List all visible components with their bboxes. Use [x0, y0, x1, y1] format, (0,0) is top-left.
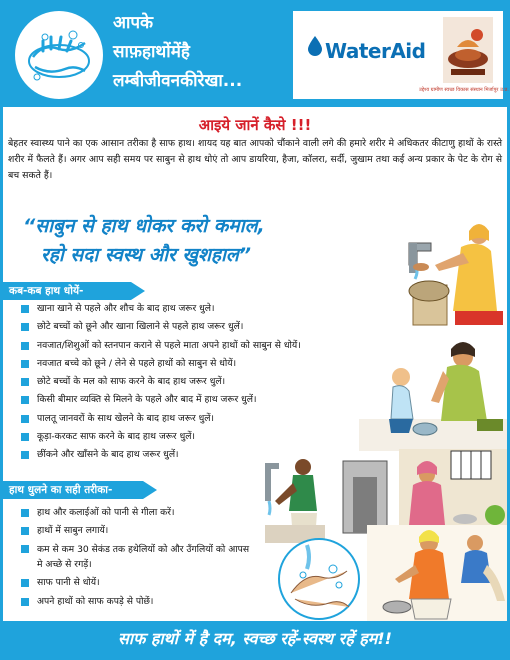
bullet-icon: [21, 451, 29, 459]
list-item: खाना खाने से पहले और शौच के बाद हाथ जरूर धुले।: [21, 300, 361, 318]
bullet-icon: [21, 545, 29, 553]
header-banner: [3, 3, 507, 107]
list-item: कम से कम 30 सेकंड तक हथेलियों को और उँगलियों को आपस मे अच्छे से रगड़ें।: [21, 540, 251, 574]
partner-logo-icon: [443, 17, 493, 87]
washing-method-header: हाथ धुलने का सही तरीका-: [3, 481, 143, 499]
bullet-icon: [21, 305, 29, 313]
man-washing-illustration: [367, 525, 507, 621]
list-item: नवजात/शिशुओं को स्तनपान कराने से पहले माता अपने हाथों को साबुन से धोयें।: [21, 337, 361, 355]
water-drop-icon: [307, 35, 323, 57]
logo-box: [293, 11, 509, 99]
woman-at-window-illustration: [399, 449, 507, 529]
slogan-line-1: “साबुन से हाथ धोकर करो कमाल,: [23, 215, 265, 237]
when-to-wash-list: [21, 300, 361, 465]
bullet-icon: [21, 342, 29, 350]
list-item: किसी बीमार व्यक्ति से मिलने के पहले और बाद में हाथ जरूर धुलें।: [21, 391, 361, 409]
bullet-icon: [21, 527, 29, 535]
headline-line-1: आपके: [113, 13, 154, 33]
list-item: हाथ और कलाईओं को पानी से गीला करें।: [21, 504, 251, 522]
bullet-icon: [21, 415, 29, 423]
bullet-icon: [21, 360, 29, 368]
list-item: साफ पानी से धोयें।: [21, 574, 251, 592]
mother-with-baby-illustration: [359, 333, 507, 451]
bullet-icon: [21, 323, 29, 331]
bullet-icon: [21, 579, 29, 587]
soapy-hands-illustration: [273, 535, 365, 621]
intro-paragraph: बेहतर स्वास्थ्य पाने का एक आसान तरीका है साफ हाथ। शायद यह बात आपको चौंकाने वाली लगे की हमारे शरीर मे अधिकतर कीटाणु हाथों के रास्ते शरीर में फैलते हैं। अगर आप सही समय पर साबुन से हाथ धोएं तो आप डायरिया, हैजा, कॉलरा, सर्दी, जुखाम तथा कई अन्य प्रकार के पेट के रोग से बच सकते हैं।: [8, 138, 502, 181]
list-item: हाथों में साबुन लगायें।: [21, 522, 251, 540]
bullet-icon: [21, 598, 29, 606]
bullet-icon: [21, 433, 29, 441]
bullet-icon: [21, 396, 29, 404]
partner-caption: उद्देश्य ग्रामीण स्वच्छ विकास संस्थान मिर्जापुर उ.प्र.: [419, 87, 509, 93]
list-item: छोटे बच्चों के मल को साफ करने के बाद हाथ जरूर धुलें।: [21, 373, 361, 391]
list-item: छींकने और खाँसने के बाद हाथ जरूर धुलें।: [21, 446, 361, 464]
list-item: अपने हाथों को साफ कपड़े से पोछें।: [21, 593, 251, 611]
headline-line-2: साफ़हाथोंमेंहै: [113, 42, 190, 62]
list-item: पालतू जानवरों के साथ खेलने के बाद हाथ जरूर धुलें।: [21, 410, 361, 428]
list-item: नवजात बच्चे को छूने / लेने से पहले हाथों को साबुन से धोयें।: [21, 355, 361, 373]
bullet-icon: [21, 509, 29, 517]
bullet-icon: [21, 378, 29, 386]
washing-hands-icon: [15, 11, 103, 99]
when-to-wash-header: कब-कब हाथ धोयें-: [3, 282, 131, 300]
footer-slogan: साफ हाथों में है दम, स्वच्छ रहें-स्वस्थ रहें हम!!: [3, 621, 507, 657]
slogan: [23, 212, 383, 270]
washing-method-list: [21, 504, 251, 611]
headline-line-3: लम्बीजीवनकीरेखा...: [113, 71, 243, 91]
slogan-line-2: रहो सदा स्वस्थ और खुशहाल”: [41, 244, 252, 266]
list-item: कूड़ा-करकट साफ करने के बाद हाथ जरूर धुलें।: [21, 428, 361, 446]
list-item: छोटे बच्चों को छूने और खाना खिलाने से पहले हाथ जरूर धुलें।: [21, 318, 361, 336]
subtitle: आइये जानें कैसे !!!: [198, 116, 312, 134]
woman-at-pump-illustration: [391, 213, 503, 331]
wateraid-logo-text: WaterAid: [325, 39, 426, 63]
